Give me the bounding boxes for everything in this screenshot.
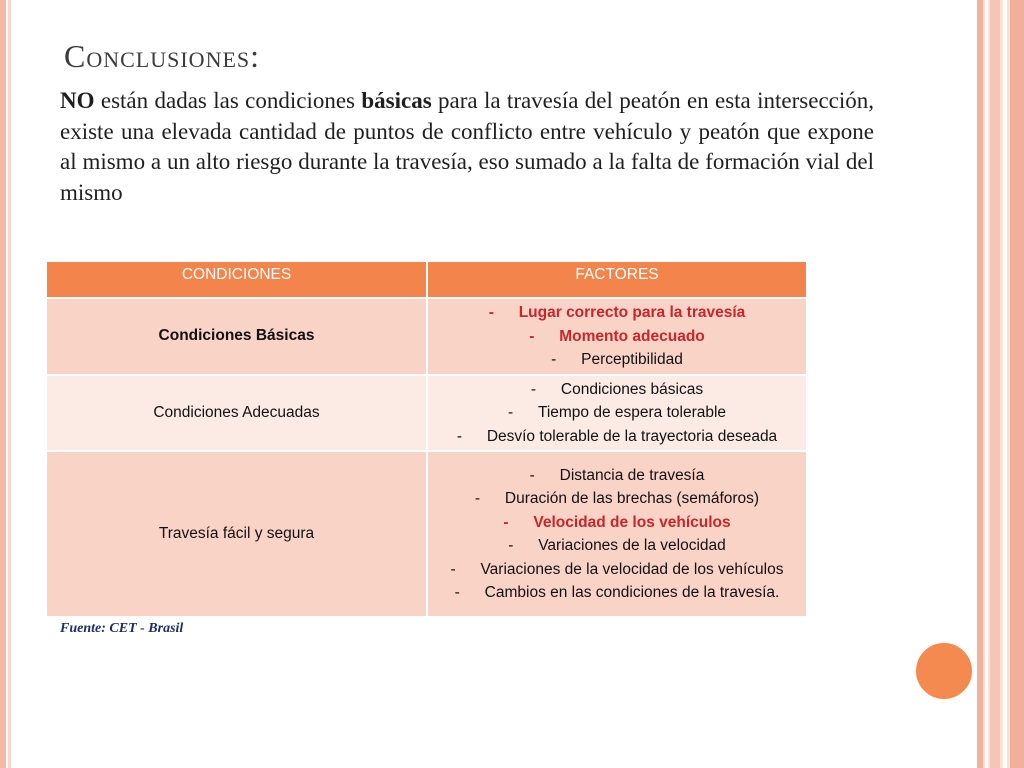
right-border-stripe: [977, 0, 983, 768]
table-row: [47, 298, 807, 375]
left-border-stripe: [0, 0, 6, 768]
condition-cell: Condiciones Adecuadas: [47, 375, 427, 452]
factor-item: [428, 487, 806, 511]
bullet-dash: -: [474, 490, 481, 507]
right-border-stripe: [1003, 0, 1007, 768]
decorative-circle: [913, 640, 975, 702]
right-border-stripe: [985, 0, 988, 768]
factor-item: [428, 464, 806, 488]
factor-text: Condiciones básicas: [560, 380, 704, 398]
bullet-dash: -: [551, 351, 557, 368]
right-border-stripe: [1010, 0, 1024, 768]
factor-item: [428, 378, 806, 402]
factor-text: Variaciones de la velocidad: [538, 537, 726, 554]
bullet-dash: -: [503, 513, 509, 531]
paragraph-bold-no: NO: [60, 88, 95, 113]
factor-item: [428, 511, 806, 535]
factor-text: Momento adecuado: [559, 327, 705, 345]
table-row: [47, 375, 807, 452]
factor-item: [428, 401, 806, 425]
factors-cell: [427, 298, 807, 375]
paragraph-bold-basicas: básicas: [361, 88, 432, 113]
bullet-dash: -: [508, 537, 514, 554]
factor-text: Distancia de travesía: [559, 466, 705, 484]
bullet-dash: -: [450, 560, 456, 578]
bullet-dash: -: [454, 584, 460, 601]
header-factores: FACTORES: [427, 262, 807, 298]
factor-text: Tiempo de espera tolerable: [537, 404, 727, 421]
factor-text: Duración de las brechas (semáforos): [504, 490, 760, 507]
bullet-dash: -: [507, 404, 514, 421]
bullet-dash: -: [456, 427, 462, 445]
bullet-dash: -: [529, 466, 535, 484]
factor-text: Desvío tolerable de la trayectoria deseada: [486, 427, 778, 445]
conditions-table: [47, 262, 808, 616]
factor-item: [428, 348, 806, 372]
table-header-row: [47, 262, 807, 298]
factor-text: Cambios en las condiciones de la travesía.: [484, 584, 780, 601]
factor-item: [428, 325, 806, 349]
factor-text: Variaciones de la velocidad de los vehículos: [480, 560, 784, 578]
conclusion-paragraph: [60, 86, 874, 208]
factors-cell: [427, 451, 807, 616]
factor-text: Velocidad de los vehículos: [533, 513, 731, 531]
factor-item: [428, 581, 806, 605]
paragraph-text: para la travesía del peatón en esta intersección, existe una elevada cantidad de puntos de conflicto entre vehículo y peatón que expone al mismo a un alto riesgo durante la travesía, eso sumado a la falta de formación vial del mismo: [60, 88, 874, 205]
left-border-stripe-inner: [8, 0, 11, 768]
factor-text: Perceptibilidad: [581, 351, 683, 368]
factor-text: Lugar correcto para la travesía: [518, 304, 746, 321]
factor-item: [428, 558, 806, 582]
bullet-dash: -: [529, 327, 535, 345]
bullet-dash: -: [488, 304, 494, 321]
factors-list: [428, 299, 806, 374]
factors-list: [428, 376, 806, 451]
paragraph-text: están dadas las condiciones: [94, 88, 362, 113]
condition-cell: Condiciones Básicas: [47, 298, 427, 375]
source-note: Fuente: CET - Brasil: [60, 621, 184, 636]
factor-item: [428, 534, 806, 558]
factor-item: [428, 301, 806, 325]
slide-title: Conclusiones:: [64, 38, 261, 74]
factors-cell: [427, 375, 807, 452]
header-condiciones: CONDICIONES: [47, 262, 427, 298]
factors-list: [428, 462, 806, 607]
right-border-stripe: [990, 0, 1000, 768]
table-row: [47, 451, 807, 616]
bullet-dash: -: [530, 380, 537, 398]
factor-item: [428, 425, 806, 449]
condition-cell: Travesía fácil y segura: [47, 451, 427, 616]
